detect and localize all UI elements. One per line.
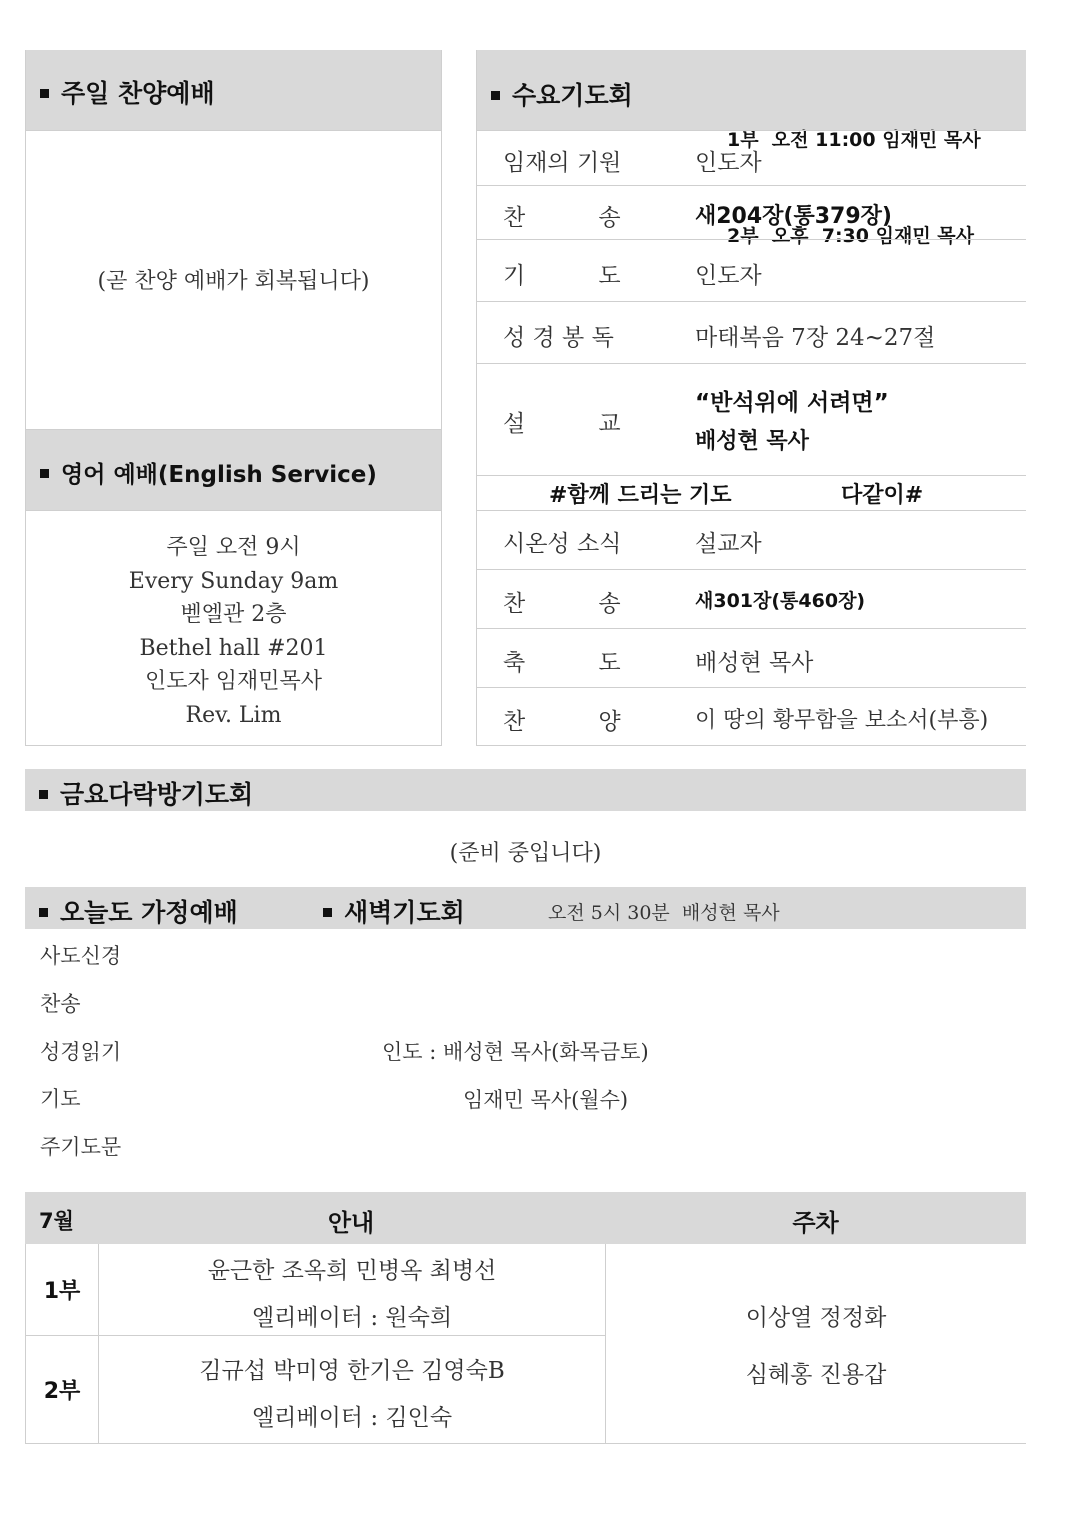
bullet-square-icon	[39, 790, 48, 799]
order-label: 축 도	[503, 650, 621, 676]
wednesday-session-1: 1부 오전 11:00 임재민 목사	[727, 129, 981, 151]
english-service-body	[26, 510, 441, 746]
part-cell	[25, 1244, 98, 1336]
part-label: 1부	[43, 1279, 81, 1304]
english-service-line: Bethel hall #201	[139, 635, 328, 661]
elevator-duty: 엘리베이터 : 김인숙	[251, 1405, 453, 1431]
home-worship-item: 사도신경	[40, 944, 122, 968]
guide-column-header: 안내	[327, 1209, 375, 1237]
dawn-prayer-title: 새벽기도회	[323, 893, 465, 929]
guide-names: 김규섭 박미영 한기은 김영숙B	[199, 1358, 505, 1384]
parking-cell	[605, 1244, 1026, 1444]
order-row	[477, 130, 1026, 185]
order-row	[477, 569, 1026, 628]
parking-names: 이상열 정정화	[745, 1305, 887, 1331]
together-prayer-row	[477, 475, 1026, 510]
part-label: 2부	[43, 1379, 81, 1404]
sunday-praise-header	[26, 50, 441, 130]
home-worship-item: 성경읽기	[40, 1040, 122, 1064]
sermon-title: “반석위에 서려면”	[695, 390, 889, 416]
dawn-leader-line-2: 임재민 목사(월수)	[463, 1088, 629, 1112]
bullet-square-icon	[491, 91, 500, 100]
english-service-line: 벧엘관 2층	[180, 602, 287, 627]
bullet-square-icon	[40, 89, 49, 98]
friday-notice: (준비 중입니다)	[449, 841, 602, 866]
july-duty-table	[25, 1192, 1026, 1444]
sunday-praise-notice: (곧 찬양 예배가 회복됩니다)	[97, 269, 370, 294]
home-worship-title: 오늘도 가정예배	[39, 893, 238, 929]
order-value: 새301장(통460장)	[695, 590, 866, 612]
july-table-header	[25, 1192, 1026, 1244]
friday-header	[25, 769, 1026, 811]
order-row	[477, 628, 1026, 687]
english-service-line: 주일 오전 9시	[166, 535, 301, 560]
dawn-prayer-time: 오전 5시 30분 배성현 목사	[548, 902, 780, 924]
dawn-leader-line-1: 인도 : 배성현 목사(화목금토)	[382, 1040, 649, 1064]
home-worship-item: 찬송	[40, 992, 81, 1016]
english-service-details	[26, 531, 441, 732]
order-label: 찬 송	[503, 591, 621, 617]
order-row	[477, 239, 1026, 301]
order-label: 찬 양	[503, 709, 621, 735]
sunday-praise-body	[26, 130, 441, 430]
order-row	[477, 687, 1026, 746]
order-row	[477, 301, 1026, 363]
order-value: 인도자	[695, 150, 762, 176]
parking-names: 심혜홍 진용갑	[745, 1362, 887, 1388]
english-service-line: Rev. Lim	[185, 702, 282, 728]
sunday-praise-title: 주일 찬양예배	[40, 74, 215, 110]
order-label: 찬 송	[503, 205, 621, 231]
bullet-square-icon	[39, 908, 48, 917]
order-value: 배성현 목사	[695, 650, 814, 676]
friday-title: 금요다락방기도회	[39, 775, 253, 811]
together-prayer-who: 다같이#	[841, 483, 924, 508]
order-value: 새204장(통379장)	[695, 204, 892, 229]
guide-cell	[98, 1336, 605, 1444]
english-service-header	[26, 430, 441, 510]
order-label: 시온성 소식	[503, 531, 622, 557]
order-row	[477, 185, 1026, 239]
wednesday-title: 수요기도회	[491, 76, 633, 112]
order-label: 설 교	[503, 411, 621, 437]
part-cell	[25, 1336, 98, 1444]
bullet-square-icon	[323, 908, 332, 917]
order-label: 성 경 봉 독	[503, 325, 614, 351]
left-column	[25, 50, 442, 746]
sermon-preacher: 배성현 목사	[695, 429, 809, 454]
month-label: 7월	[39, 1209, 74, 1233]
english-service-line: 인도자 임재민목사	[144, 669, 322, 694]
together-prayer-label: #함께 드리는 기도	[549, 483, 732, 508]
order-label: 기 도	[503, 263, 621, 289]
right-column	[476, 50, 1026, 746]
guide-cell	[98, 1244, 605, 1336]
home-worship-item: 기도	[40, 1087, 81, 1111]
order-value: 마태복음 7장 24~27절	[695, 325, 936, 351]
elevator-duty: 엘리베이터 : 원숙희	[251, 1305, 453, 1331]
wednesday-session-2: 2부 오후 7:30 임재민 목사	[727, 225, 974, 247]
english-service-title: 영어 예배(English Service)	[40, 456, 377, 489]
guide-names: 윤근한 조옥희 민병옥 최병선	[207, 1258, 497, 1284]
order-label: 임재의 기원	[503, 150, 622, 176]
bullet-square-icon	[40, 469, 49, 478]
home-worship-item: 주기도문	[40, 1135, 122, 1159]
order-row	[477, 510, 1026, 569]
order-row	[477, 363, 1026, 475]
order-value: 이 땅의 황무함을 보소서(부흥)	[695, 708, 989, 733]
home-worship-header	[25, 887, 1026, 929]
english-service-line: Every Sunday 9am	[128, 568, 339, 594]
order-value: 인도자	[695, 263, 762, 289]
parking-column-header: 주차	[792, 1209, 839, 1237]
order-value: 설교자	[695, 531, 762, 557]
